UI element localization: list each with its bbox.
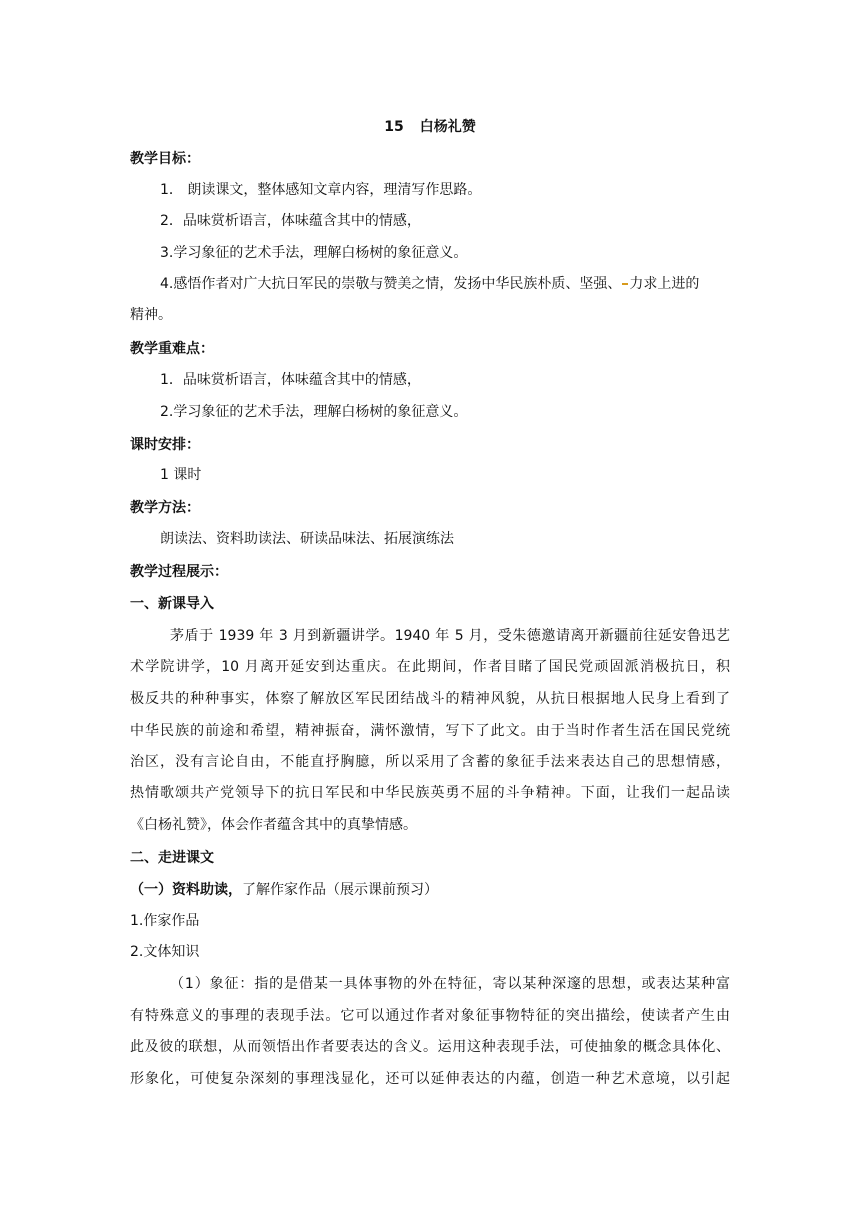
section1-line-6: 热情歌颂共产党领导下的抗日军民和中华民族英勇不屈的斗争精神。下面，让我们一起品读	[130, 785, 730, 801]
section1-line-5: 治区，没有言论自由，不能直抒胸臆，所以采用了含蓄的象征手法来表达自己的思想情感，	[130, 754, 730, 770]
goal-item-4-part1: 4.感悟作者对广大抗日军民的崇敬与赞美之情，发扬中华民族朴质、坚强、	[160, 276, 622, 292]
section2-item-2: 2.文体知识	[130, 944, 200, 960]
process-heading: 教学过程展示：	[130, 564, 228, 580]
section2-item-1: 1.作家作品	[130, 913, 200, 929]
section2-sub-bold: （一）资料助读，	[130, 882, 242, 898]
symbol-para-line-2: 有特殊意义的事理的表现手法。它可以通过作者对象征事物特征的突出描绘，使读者产生由	[130, 1008, 730, 1024]
section1-line-7: 《白杨礼赞》，体会作者蕴含其中的真挚情感。	[130, 817, 417, 833]
section1-heading: 一、新课导入	[130, 596, 214, 612]
section1-line-1: 茅盾于 1939 年 3 月到新疆讲学。1940 年 5 月，受朱德邀请离开新疆前往延安鲁迅艺	[170, 628, 730, 644]
section2-sub-rest: 了解作家作品（展示课前预习）	[242, 882, 438, 898]
goal-item-1: 1． 朗读课文，整体感知文章内容，理清写作思路。	[160, 182, 482, 198]
annotation-mark	[622, 283, 628, 285]
lesson-number: 15	[384, 119, 404, 135]
goal-item-4	[160, 274, 730, 294]
goal-item-2: 2．品味赏析语言，体味蕴含其中的情感，	[160, 213, 421, 229]
schedule-heading: 课时安排：	[130, 437, 200, 453]
keypoint-item-2: 2.学习象征的艺术手法，理解白杨树的象征意义。	[160, 404, 468, 420]
page-title	[0, 117, 860, 137]
keypoint-item-1: 1．品味赏析语言，体味蕴含其中的情感，	[160, 372, 421, 388]
goal-item-4-continued: 精神。	[130, 307, 172, 323]
section2-subheading	[130, 880, 730, 900]
lesson-title: 白杨礼赞	[419, 119, 476, 135]
goal-item-3: 3.学习象征的艺术手法，理解白杨树的象征意义。	[160, 245, 468, 261]
section1-line-3: 极反共的种种事实，体察了解放区军民团结战斗的精神风貌，从抗日根据地人民身上看到了	[130, 691, 730, 707]
section1-line-2: 术学院讲学，10 月离开延安到达重庆。在此期间，作者目睹了国民党顽固派消极抗日，积	[130, 659, 730, 675]
symbol-para-line-1: （1）象征：指的是借某一具体事物的外在特征，寄以某种深邃的思想，或表达某种富	[170, 976, 730, 992]
methods-value: 朗读法、资料助读法、研读品味法、拓展演练法	[160, 531, 454, 547]
section1-line-4: 中华民族的前途和希望，精神振奋，满怀激情，写下了此文。由于当时作者生活在国民党统	[130, 723, 730, 739]
schedule-value: 1 课时	[160, 467, 202, 483]
methods-heading: 教学方法：	[130, 500, 200, 516]
keypoints-heading: 教学重难点：	[130, 341, 214, 357]
goals-heading: 教学目标：	[130, 151, 200, 167]
section2-heading: 二、走进课文	[130, 850, 214, 866]
symbol-para-line-3: 此及彼的联想，从而领悟出作者要表达的含义。运用这种表现手法，可使抽象的概念具体化、	[130, 1039, 730, 1055]
goal-item-4-part2: 力求上进的	[629, 276, 700, 292]
symbol-para-line-4: 形象化，可使复杂深刻的事理浅显化，还可以延伸表达的内蕴，创造一种艺术意境，以引起	[130, 1071, 730, 1087]
